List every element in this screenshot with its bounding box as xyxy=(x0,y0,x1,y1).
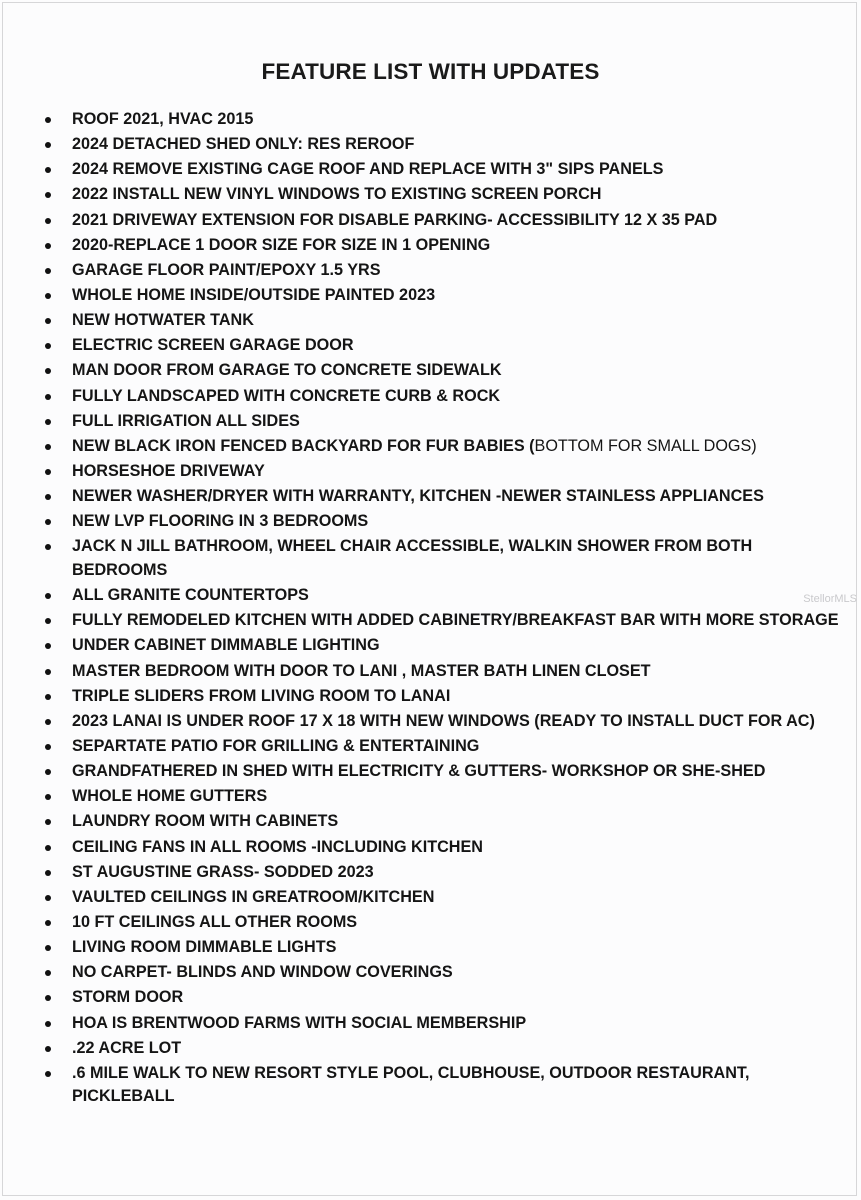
feature-text: GARAGE FLOOR PAINT/EPOXY 1.5 YRS xyxy=(72,260,381,279)
feature-item xyxy=(42,936,847,960)
bullet-icon xyxy=(45,268,51,274)
feature-item xyxy=(42,309,847,333)
feature-text: HORSESHOE DRIVEWAY xyxy=(72,461,265,480)
bullet-icon xyxy=(45,368,51,374)
bullet-icon xyxy=(45,819,51,825)
bullet-icon xyxy=(45,167,51,173)
feature-text: ELECTRIC SCREEN GARAGE DOOR xyxy=(72,336,354,355)
feature-text: 2021 DRIVEWAY EXTENSION FOR DISABLE PARKING- ACCESSIBILITY 12 X 35 PAD xyxy=(72,210,718,229)
bullet-icon xyxy=(45,293,51,299)
feature-text: MAN DOOR FROM GARAGE TO CONCRETE SIDEWALK xyxy=(72,361,502,380)
feature-text: LAUNDRY ROOM WITH CABINETS xyxy=(72,812,339,831)
bullet-icon xyxy=(45,117,51,123)
feature-item xyxy=(42,410,847,434)
feature-text: NEW BLACK IRON FENCED BACKYARD FOR FUR BABIES ( xyxy=(72,436,535,455)
feature-item xyxy=(42,108,847,132)
bullet-icon xyxy=(45,419,51,425)
feature-text: FULLY REMODELED KITCHEN WITH ADDED CABINETRY/BREAKFAST BAR WITH MORE STORAGE xyxy=(72,611,839,630)
bullet-icon xyxy=(45,519,51,525)
bullet-icon xyxy=(45,593,51,599)
feature-text: MASTER BEDROOM WITH DOOR TO LANI , MASTER BATH LINEN CLOSET xyxy=(72,661,651,680)
feature-text: ALL GRANITE COUNTERTOPS xyxy=(72,586,309,605)
feature-text: .6 MILE WALK TO NEW RESORT STYLE POOL, CLUBHOUSE, OUTDOOR RESTAURANT, PICKLEBALL xyxy=(72,1063,750,1106)
feature-text-note: BOTTOM FOR SMALL DOGS) xyxy=(534,436,757,455)
feature-item xyxy=(42,510,847,534)
bullet-icon xyxy=(45,218,51,224)
feature-text: 2024 REMOVE EXISTING CAGE ROOF AND REPLACE WITH 3" SIPS PANELS xyxy=(72,160,664,179)
feature-item xyxy=(42,986,847,1010)
feature-item xyxy=(42,485,847,509)
feature-text: 2023 LANAI IS UNDER ROOF 17 X 18 WITH NEW WINDOWS (READY TO INSTALL DUCT FOR AC) xyxy=(72,711,815,730)
feature-text: NEW LVP FLOORING IN 3 BEDROOMS xyxy=(72,512,369,531)
feature-item xyxy=(42,183,847,207)
feature-item xyxy=(42,284,847,308)
feature-item xyxy=(42,660,847,684)
feature-text: 2024 DETACHED SHED ONLY: RES REROOF xyxy=(72,135,415,154)
feature-text: UNDER CABINET DIMMABLE LIGHTING xyxy=(72,636,380,655)
feature-list xyxy=(42,108,847,1111)
bullet-icon xyxy=(45,494,51,500)
feature-item xyxy=(42,158,847,182)
feature-item xyxy=(42,735,847,759)
bullet-icon xyxy=(45,970,51,976)
feature-item xyxy=(42,1062,847,1109)
feature-item xyxy=(42,334,847,358)
feature-text: TRIPLE SLIDERS FROM LIVING ROOM TO LANAI xyxy=(72,686,451,705)
bullet-icon xyxy=(45,794,51,800)
feature-item xyxy=(42,634,847,658)
feature-text: HOA IS BRENTWOOD FARMS WITH SOCIAL MEMBERSHIP xyxy=(72,1013,527,1032)
bullet-icon xyxy=(45,895,51,901)
feature-item xyxy=(42,259,847,283)
feature-text: SEPARTATE PATIO FOR GRILLING & ENTERTAINING xyxy=(72,736,480,755)
feature-text: FULL IRRIGATION ALL SIDES xyxy=(72,411,300,430)
feature-item xyxy=(42,234,847,258)
bullet-icon xyxy=(45,1046,51,1052)
feature-item xyxy=(42,460,847,484)
feature-item xyxy=(42,609,847,633)
bullet-icon xyxy=(45,669,51,675)
feature-item xyxy=(42,785,847,809)
feature-text: NO CARPET- BLINDS AND WINDOW COVERINGS xyxy=(72,963,453,982)
document-title: FEATURE LIST WITH UPDATES xyxy=(261,59,600,84)
feature-item xyxy=(42,685,847,709)
feature-item xyxy=(42,810,847,834)
bullet-icon xyxy=(45,192,51,198)
feature-item xyxy=(42,1037,847,1061)
feature-text: ROOF 2021, HVAC 2015 xyxy=(72,110,254,128)
feature-text: .22 ACRE LOT xyxy=(72,1038,182,1057)
feature-text: LIVING ROOM DIMMABLE LIGHTS xyxy=(72,938,337,957)
feature-text: VAULTED CEILINGS IN GREATROOM/KITCHEN xyxy=(72,887,435,906)
bullet-icon xyxy=(45,544,51,550)
bullet-icon xyxy=(45,142,51,148)
feature-text: GRANDFATHERED IN SHED WITH ELECTRICITY & GUTTERS- WORKSHOP OR SHE-SHED xyxy=(72,762,766,781)
bullet-icon xyxy=(45,945,51,951)
feature-item xyxy=(42,584,847,608)
feature-item xyxy=(42,861,847,885)
feature-text: 2022 INSTALL NEW VINYL WINDOWS TO EXISTING SCREEN PORCH xyxy=(72,185,602,204)
feature-item xyxy=(42,1012,847,1036)
bullet-icon xyxy=(45,444,51,450)
feature-text: 10 FT CEILINGS ALL OTHER ROOMS xyxy=(72,912,358,931)
feature-text: 2020-REPLACE 1 DOOR SIZE FOR SIZE IN 1 OPENING xyxy=(72,235,491,254)
bullet-icon xyxy=(45,995,51,1001)
bullet-icon xyxy=(45,694,51,700)
feature-item xyxy=(42,133,847,157)
feature-item xyxy=(42,760,847,784)
bullet-icon xyxy=(45,394,51,400)
bullet-icon xyxy=(45,769,51,775)
feature-item xyxy=(42,961,847,985)
feature-text: NEW HOTWATER TANK xyxy=(72,311,254,330)
feature-text: FULLY LANDSCAPED WITH CONCRETE CURB & ROCK xyxy=(72,386,501,405)
bullet-icon xyxy=(45,243,51,249)
bullet-icon xyxy=(45,643,51,649)
bullet-icon xyxy=(45,845,51,851)
feature-item xyxy=(42,209,847,233)
bullet-icon xyxy=(45,920,51,926)
feature-item xyxy=(42,435,847,459)
feature-item xyxy=(42,836,847,860)
bullet-icon xyxy=(45,318,51,324)
feature-text: STORM DOOR xyxy=(72,988,184,1007)
feature-text: WHOLE HOME GUTTERS xyxy=(72,787,268,806)
feature-item xyxy=(42,359,847,383)
bullet-icon xyxy=(45,744,51,750)
feature-item xyxy=(42,886,847,910)
feature-item xyxy=(42,710,847,734)
bullet-icon xyxy=(45,870,51,876)
feature-item xyxy=(42,911,847,935)
bullet-icon xyxy=(45,469,51,475)
bullet-icon xyxy=(45,343,51,349)
mls-watermark: StellorMLS xyxy=(803,593,857,605)
feature-text: CEILING FANS IN ALL ROOMS -INCLUDING KITCHEN xyxy=(72,837,483,856)
feature-text: ST AUGUSTINE GRASS- SODDED 2023 xyxy=(72,862,374,881)
bullet-icon xyxy=(45,1021,51,1027)
feature-text: WHOLE HOME INSIDE/OUTSIDE PAINTED 2023 xyxy=(72,285,436,304)
bullet-icon xyxy=(45,618,51,624)
feature-text: NEWER WASHER/DRYER WITH WARRANTY, KITCHEN -NEWER STAINLESS APPLIANCES xyxy=(72,487,764,506)
feature-item xyxy=(42,385,847,409)
bullet-icon xyxy=(45,719,51,725)
feature-text: JACK N JILL BATHROOM, WHEEL CHAIR ACCESSIBLE, WALKIN SHOWER FROM BOTH BEDROOMS xyxy=(72,537,753,579)
feature-item xyxy=(42,535,847,582)
bullet-icon xyxy=(45,1071,51,1077)
